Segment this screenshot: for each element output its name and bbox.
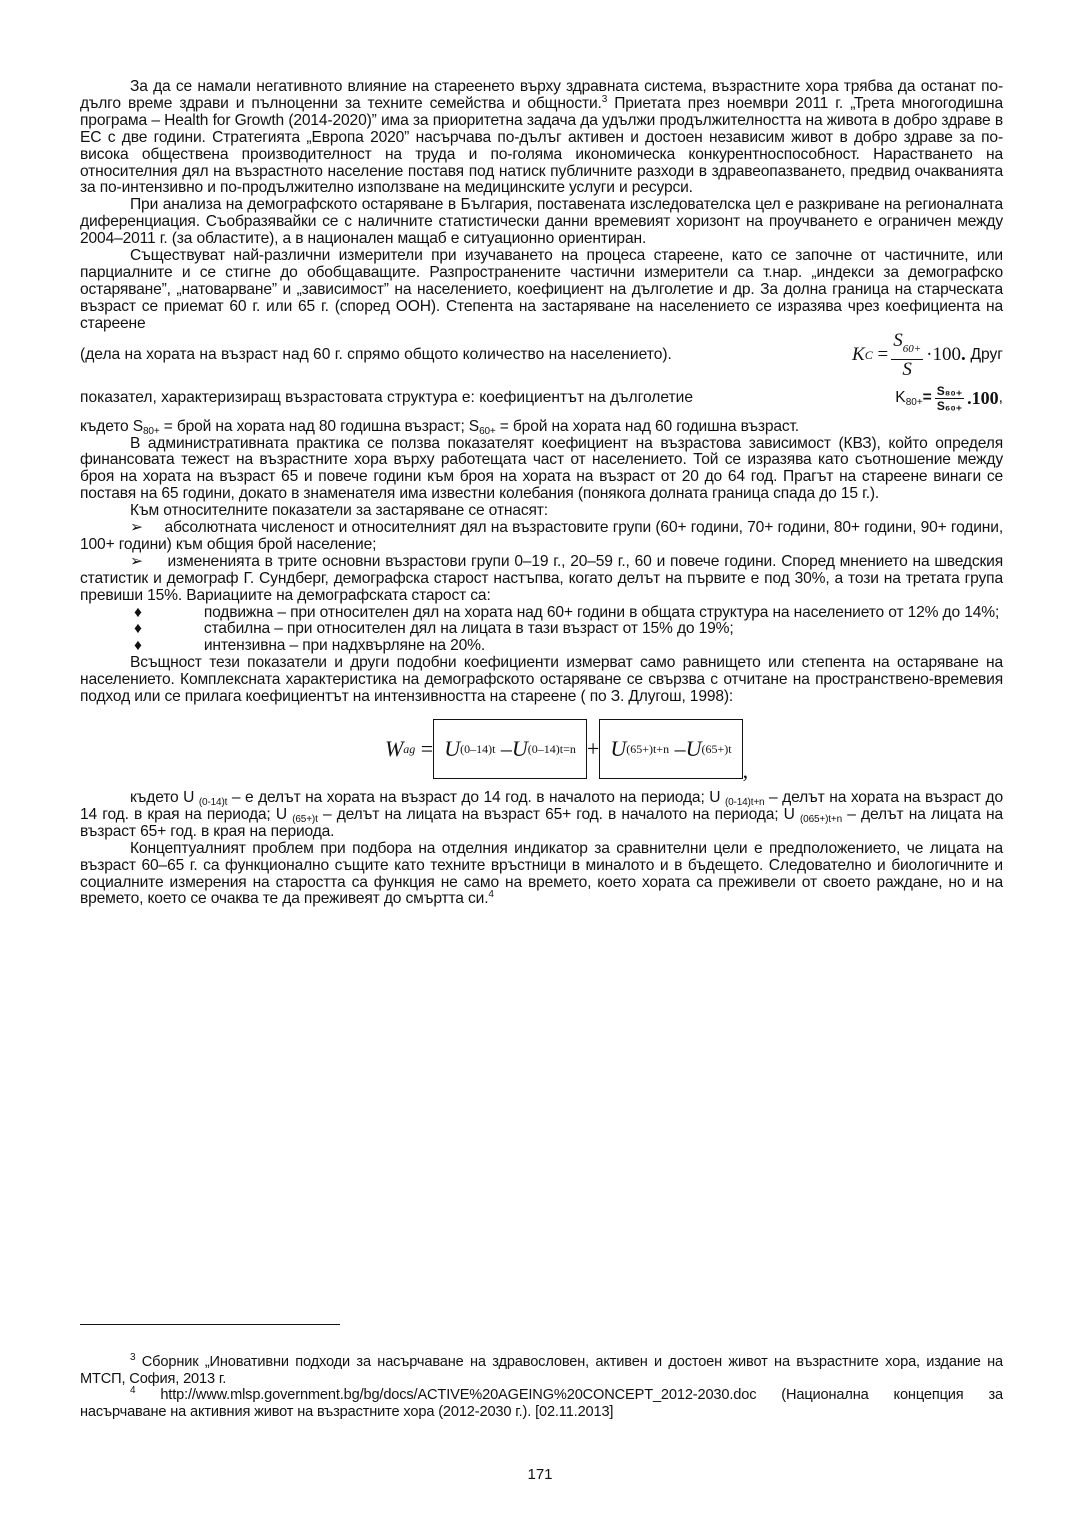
subscript: (065+)t+n	[800, 813, 843, 825]
aging-coefficient-formula	[852, 331, 1003, 380]
formula-punct: ,	[742, 758, 749, 784]
formula-symbol: U	[511, 735, 528, 761]
paragraph-text: Концептуалният проблем при подбора на отделния индикатор за сравнителни цели е предположението, че лицата на възраст 60–65 г. са функционално същите като техните връстници в миналото и в бъдещето. Следователно и биологичните и социалните измерения на старостта са функция не само на времето, което хората са преживели от своето раждане, но и на времето, което се очаква те да преживеят до смъртта си.	[80, 839, 1003, 908]
subscript: (0-14)t	[198, 797, 228, 808]
formula-symbol: S₆₀₊	[936, 399, 963, 414]
paragraph-text: – е делът на хората на възраст до 14 год. в началото на периода; U	[227, 789, 725, 806]
formula-symbol: U	[685, 735, 702, 761]
footnote-3	[80, 1354, 1003, 1387]
formula-subscript: C	[864, 348, 873, 363]
subscript: 60+	[479, 425, 496, 437]
paragraph-5: Към относителните показатели за застаряване се отнасят:	[130, 502, 548, 520]
formula-bracket-group	[433, 719, 587, 779]
paragraph-text: За да се намали негативното влияние на стареенето върху здравната система, възрастните хора трябва да останат по-дълго време здрави и пълноценни за техните семейства и общности.	[80, 78, 1003, 112]
bullet-item	[80, 520, 1003, 554]
bullet-item	[80, 554, 1003, 605]
formula-symbol: S₈₀₊	[936, 384, 963, 399]
formula-symbol: U	[444, 735, 461, 761]
document-body	[80, 79, 1003, 908]
subscript: (65+)t	[292, 813, 318, 825]
paragraph-text: показател, характеризиращ възрастовата структура е: коефициентът на дълголетие	[80, 389, 694, 407]
paragraph-text: Приетата през ноември 2011 г. „Трета многогодишна програма – Health for Growth (2014-2020)” има за приоритетна задача да удължи продължителността на живота в добро здраве в ЕС с две години. Стратегията „Европа 2020” насърчава по-дълъг активен и достоен независим живот в добро здраве за по-висока обществена производителност на труда и по-голяма икономическа конкурентноспособност. Нарастването на относителния дял на възрастното население поставя под натиск публичните разходи в здравеопазването, предвид очакванията за по-интензивно и по-продължително използване на медицинските услуги и ресурси.	[80, 94, 1003, 197]
formula-subscript: (65+)t	[701, 741, 732, 756]
variation-item	[80, 638, 1003, 655]
paragraph-3: Съществуват най-различни измерители при изучаването на процеса стареене, като се започне от частичните, или парциалните и се стигне до обобщаващите. Разпространените частични измерители са т.нар. „индекси за демографско остаряване”, „натоварване” и „зависимост” на населението, коефициент на дълголетие и др. За долна граница на старческата възраст се приемат 60 г. или 65 г. (според ООН). Степента на застаряване на населението се изразява чрез коефициента на стареене	[80, 247, 1003, 332]
paragraph-7	[80, 790, 1003, 841]
paragraph-text: където S	[80, 417, 143, 435]
paragraph-text: – делът на лицата на възраст 65+ год. в края на периода.	[80, 805, 1003, 840]
formula-operator: =	[922, 389, 932, 407]
formula-symbol: U	[610, 735, 627, 761]
formula-symbol: S	[893, 330, 903, 352]
formula-symbol: S	[902, 359, 912, 381]
paragraph-text: = брой на хората над 80 годишна възраст; S	[159, 417, 480, 435]
footnote-text[interactable]: http://www.mlsp.government.bg/bg/docs/ACTIVE%20AGEING%20CONCEPT_2012-2030.doc (Национална концепция за насърчаване на активния живот на възрастните хора (2012-2030 г.). [02.11.2013]	[80, 1387, 1003, 1420]
paragraph-text: Друг	[970, 346, 1003, 364]
paragraph-text: – делът на лицата на възраст 65+ год. в началото на периода; U	[317, 805, 800, 823]
paragraph-text: (дела на хората на възраст над 60 г. спрямо общото количество на населението).	[80, 346, 672, 364]
formula-punct: .	[960, 344, 966, 366]
subscript: 80+	[143, 425, 160, 437]
aging-coefficient-line	[80, 330, 1003, 381]
formula-subscript: ag	[403, 741, 416, 756]
diamond-bullet-icon: ♦	[134, 620, 142, 638]
formula-operator: +	[586, 735, 600, 761]
intensity-formula	[80, 712, 1003, 786]
footnote-number: 4	[130, 1385, 136, 1396]
formula-symbol: W	[384, 735, 404, 761]
longevity-coefficient-line	[80, 379, 1003, 419]
variation-item	[80, 605, 1003, 622]
formula-operator: –	[500, 735, 512, 761]
paragraph-4: В административната практика се ползва показателят коефициент на възрастова зависимост (КВЗ), който определя финансовата тежест на възрастните хора върху работещата част от населението. Той се изразява като съотношение между броя на хората на възраст 65 и повече години към броя на хората на възраст от 20 до 64 год. Прагът на стареене винаги се поставя на 65 години, докато в знаменателя има известни колебания (понякога долната граница спада до 15 г.).	[80, 434, 1003, 503]
formula-subscript: 80+	[905, 396, 923, 408]
variation-text: подвижна – при относителен дял на хората над 60+ години в общата структура на населението от 12% до 14%;	[203, 603, 1000, 621]
paragraph-text: – делът на хората на възраст до 14 год. в края на периода; U	[80, 789, 1003, 823]
paragraph-1	[80, 79, 1003, 197]
arrow-bullet-icon: ➢	[130, 552, 143, 570]
formula-bracket-group	[599, 719, 742, 779]
page-number: 171	[527, 1466, 553, 1483]
paragraph-text: където U	[130, 789, 199, 806]
formula-fraction	[935, 384, 964, 413]
paragraph-text: = брой на хората над 60 годишна възраст.	[495, 417, 799, 435]
paragraph-2: При анализа на демографското остаряване в България, поставената изследователска цел е разкриване на регионалната диференциация. Съобразявайки се с наличните статистически данни времевият хоризонт на проучването е ограничен между 2004–2011 г. (за областите), а в национален мащаб е ситуационно ориентиран.	[80, 196, 1003, 248]
footnotes	[80, 1354, 1003, 1420]
subscript: (0-14)t+n	[724, 797, 765, 808]
formula-subscript: (0–14)t	[460, 741, 496, 756]
diamond-bullet-icon: ♦	[134, 637, 142, 655]
diamond-bullet-icon: ♦	[134, 603, 142, 621]
formula-operator: –	[674, 735, 686, 761]
formula-punct: ,	[998, 389, 1003, 407]
formula-multiplier: .100	[967, 388, 999, 409]
paragraph-8	[80, 841, 1003, 909]
formula-subscript: (0–14)t=n	[527, 741, 576, 756]
formula-subscript: 60+	[902, 343, 922, 356]
formula-operator: =	[877, 344, 889, 366]
formula-symbol: K	[895, 389, 906, 407]
footnote-ref-4[interactable]: 4	[488, 889, 494, 901]
formula-multiplier: ·100	[926, 344, 961, 366]
footnote-separator	[80, 1324, 340, 1325]
footnote-text: Сборник „Иновативни подходи за насърчаване на здравословен, активен и достоен живот на възрастните хора, издание на МТСП, София, 2013 г.	[80, 1354, 1003, 1387]
footnote-number: 3	[130, 1352, 136, 1363]
arrow-bullet-icon: ➢	[130, 519, 143, 537]
longevity-coefficient-formula	[895, 384, 1003, 413]
bullet-text: измененията в трите основни възрастови групи 0–19 г., 20–59 г., 60 и повече години. Според мнението на шведския статистик и демограф Г. Сундберг, демографска старост настъпва, когато делът на първите е под 30%, а този на третата група превиши 15%. Вариациите на демографската старост са:	[80, 552, 1003, 604]
footnote-4	[80, 1387, 1003, 1420]
variation-item	[80, 621, 1003, 638]
bullet-text: абсолютната численост и относителният дял на възрастовите групи (60+ години, 70+ години, 80+ години, 90+ години, 100+ години) към общия брой население;	[80, 519, 1003, 553]
footnote-ref-3[interactable]: 3	[601, 93, 608, 105]
formula-subscript: (65+)t+n	[626, 741, 670, 756]
paragraph-6: Всъщност тези показатели и други подобни коефициенти измерват само равнището или степента на остаряване на населението. Комплексната характеристика на демографското остаряване се свързва с отчитане на пространствено-времевия подход или се прилага коефициентът на интензивността на стареене ( по З. Длугош, 1998):	[80, 654, 1003, 706]
formula-operator: =	[420, 735, 434, 761]
variation-text: стабилна – при относителен дял на лицата в тази възраст от 15% до 19%;	[203, 620, 734, 638]
formula-symbol: K	[852, 344, 865, 366]
formula-fraction	[891, 331, 923, 380]
variation-text: интензивна – при надхвърляне на 20%.	[203, 637, 486, 655]
paragraph-3-definitions	[80, 419, 1003, 436]
